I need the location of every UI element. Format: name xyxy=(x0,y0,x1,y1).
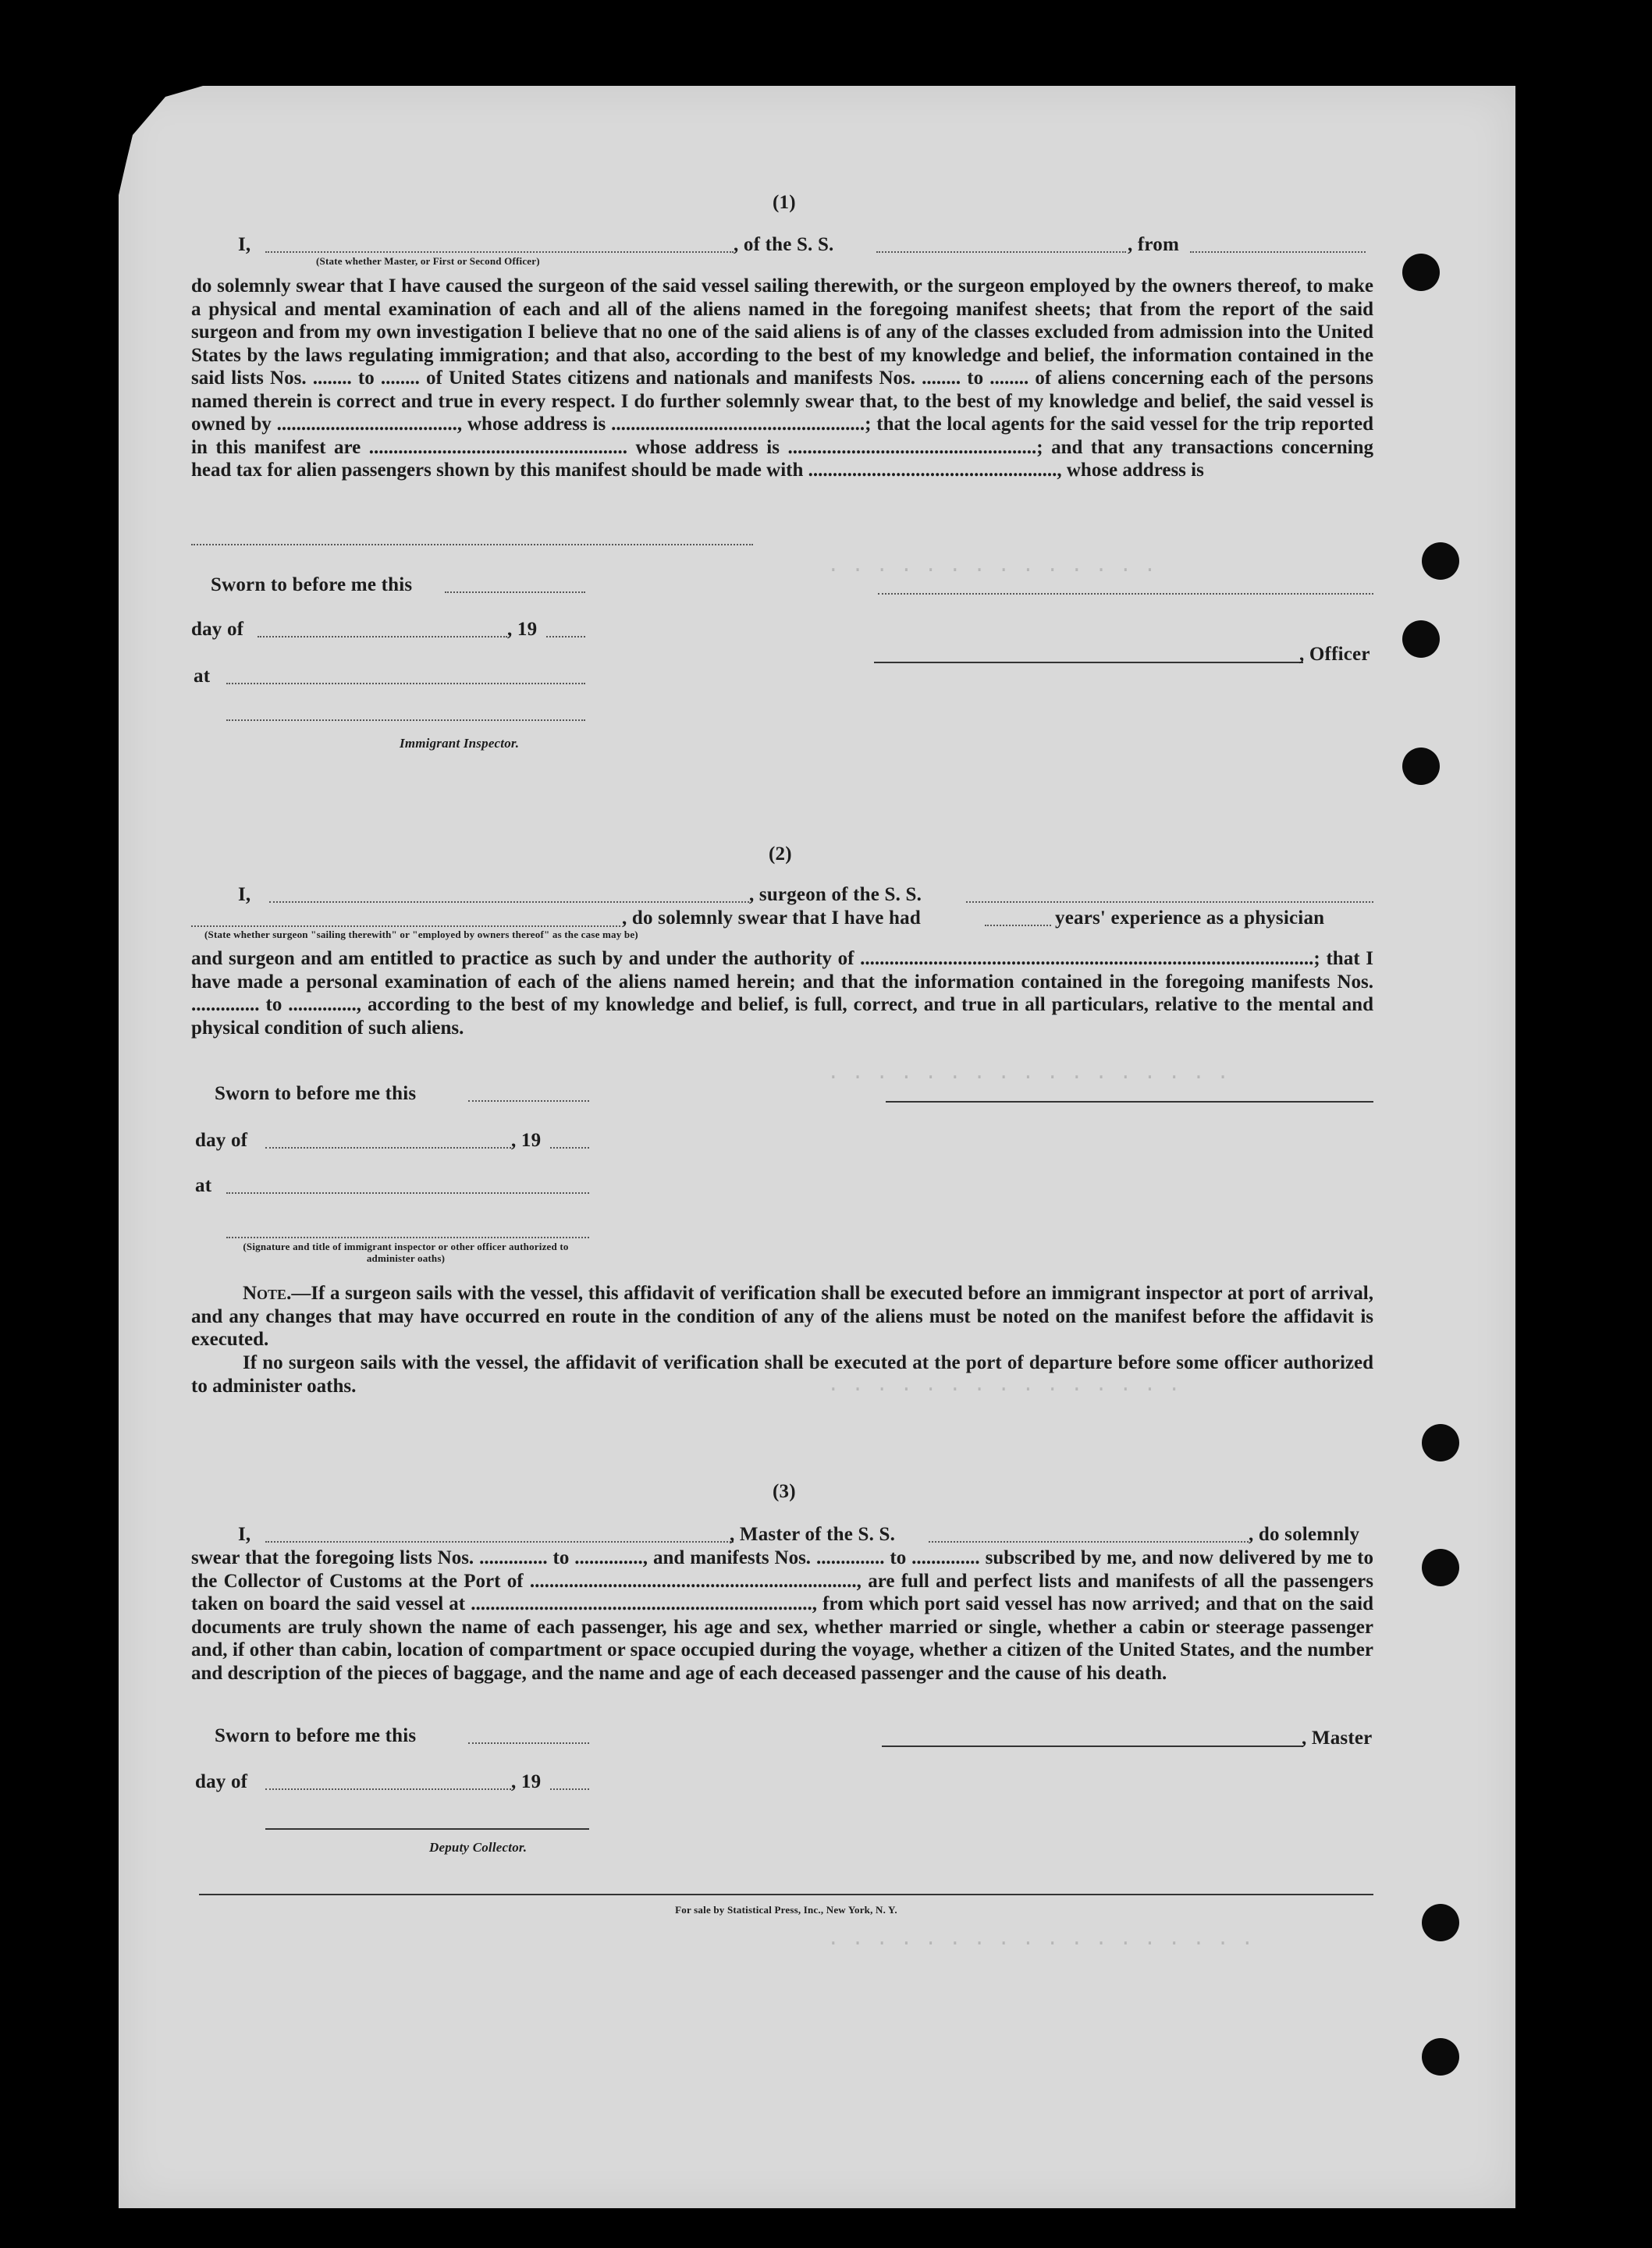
surgeon-status-field[interactable] xyxy=(191,925,620,927)
collector-label: Deputy Collector. xyxy=(429,1840,528,1855)
bleed-through-text: . . . . . . . . . . . . . . . . . xyxy=(827,1061,1229,1085)
years-label: years' experience as a physician xyxy=(1055,907,1325,929)
section-number: (1) xyxy=(773,192,796,213)
punch-hole xyxy=(1422,2038,1459,2076)
punch-hole xyxy=(1422,1549,1459,1586)
day-of-label: day of xyxy=(195,1130,248,1151)
year-field[interactable] xyxy=(550,1788,589,1790)
year-label: , 19 xyxy=(507,619,538,640)
sworn-label: Sworn to before me this xyxy=(215,1083,417,1104)
inspector-signature-line[interactable] xyxy=(226,719,585,721)
officer-signature-top[interactable] xyxy=(878,593,1373,595)
punch-hole xyxy=(1422,542,1459,580)
punch-hole xyxy=(1422,1424,1459,1461)
sworn-label: Sworn to before me this xyxy=(215,1725,417,1746)
surgeon-state-note: (State whether surgeon "sailing therewith" or "employed by owners thereof" as the case may be) xyxy=(204,929,638,940)
bleed-through-text: . . . . . . . . . . . . . . . . . . xyxy=(827,1927,1254,1951)
label-of-ss: , of the S. S. xyxy=(734,234,834,255)
label-i: I, xyxy=(238,234,251,255)
note-paragraph xyxy=(191,1282,1373,1351)
surgeon-name-field[interactable] xyxy=(269,901,749,903)
vessel-name-field[interactable] xyxy=(876,251,1126,253)
punch-hole xyxy=(1402,620,1440,658)
section2-paragraph: and surgeon and am entitled to practice as such by and under the authority of .............................................................................................; that I have made a personal examination of each of the aliens named herein; and that the information contained in the foregoing manifests Nos. .............. to .............., according to the best of my knowledge and belief, is full, correct, and true in all particulars, relative to the mental and physical condition of such aliens. xyxy=(191,948,1373,1039)
year-field[interactable] xyxy=(546,636,585,637)
day-field[interactable] xyxy=(265,1147,511,1149)
section1-paragraph: do solemnly swear that I have caused the surgeon of the said vessel sailing therewith, or the surgeon employed by the owners thereof, to make a physical and mental examination of each and all of the aliens named in the foregoing manifest sheets; that from the report of the said surgeon and from my own investigation I believe that no one of the said aliens is of any of the classes excluded from admission into the United States by the laws regulating immigration; and that also, according to the best of my knowledge and belief, the information contained in the said lists Nos. ........ to ........ of United States citizens and nationals and manifests Nos. ........ to ........ of aliens concerning each of the persons named therein is correct and true in every respect. I do further solemnly swear that, to the best of my knowledge and belief, the said vessel is owned by ....................................., whose address is ....................................................; that the local agents for the said vessel for the trip reported in this manifest are ..................................................... whose address is ...................................................; and that any transactions concerning head tax for alien passengers shown by this manifest should be made with ..................................................., whose address is xyxy=(191,275,1373,481)
years-field[interactable] xyxy=(985,925,1051,926)
inspector-signature-line[interactable] xyxy=(226,1237,589,1238)
section-number: (2) xyxy=(769,843,792,865)
from-port-field[interactable] xyxy=(1190,251,1366,253)
day-of-label: day of xyxy=(191,619,244,640)
note-label: Note. xyxy=(243,1283,292,1304)
day-field[interactable] xyxy=(258,636,507,637)
master-signature-line[interactable] xyxy=(882,1745,1303,1747)
inspector-label: Immigrant Inspector. xyxy=(400,736,520,751)
label-from: , from xyxy=(1128,234,1179,255)
bleed-through-text: . . . . . . . . . . . . . . xyxy=(827,554,1156,577)
punch-hole xyxy=(1402,748,1440,785)
sworn-label: Sworn to before me this xyxy=(211,574,413,595)
do-swear-label: , do solemnly swear that I have had xyxy=(622,907,921,929)
punch-hole xyxy=(1422,1904,1459,1941)
year-label: , 19 xyxy=(511,1130,542,1151)
at-label: at xyxy=(194,666,211,687)
master-name-field[interactable] xyxy=(265,1541,734,1543)
section-number: (3) xyxy=(773,1481,796,1502)
note2-paragraph: If no surgeon sails with the vessel, the affidavit of verification shall be executed at the port of departure before some officer authorized to administer oaths. xyxy=(191,1352,1373,1397)
do-solemnly-label: , do solemnly xyxy=(1249,1524,1360,1545)
sworn-date-field[interactable] xyxy=(468,1742,589,1744)
label-i: I, xyxy=(238,884,251,905)
day-of-label: day of xyxy=(195,1771,248,1792)
collector-signature-line[interactable] xyxy=(265,1828,589,1830)
at-label: at xyxy=(195,1175,212,1196)
bleed-through-text: . . . . . . . . . . . . . . . xyxy=(827,1373,1181,1397)
sworn-date-field[interactable] xyxy=(468,1100,589,1102)
year-field[interactable] xyxy=(550,1147,589,1149)
officer-signature-line[interactable] xyxy=(874,662,1303,663)
address-continuation-field[interactable] xyxy=(191,544,753,545)
master-vessel-field[interactable] xyxy=(929,1541,1249,1543)
footer-rule xyxy=(199,1894,1373,1895)
note-text: —If a surgeon sails with the vessel, this affidavit of verification shall be executed before an immigrant inspector at port of arrival, and any changes that may have occurred en route in the condition of any of the aliens must be noted on the manifest before the affidavit is executed. xyxy=(191,1283,1373,1350)
master-label: , Master xyxy=(1302,1728,1373,1749)
day-field[interactable] xyxy=(265,1788,511,1790)
surgeon-vessel-field[interactable] xyxy=(966,901,1373,903)
label-i: I, xyxy=(238,1524,251,1545)
surgeon-signature-line[interactable] xyxy=(886,1101,1373,1103)
officer-label: , Officer xyxy=(1299,644,1370,665)
state-note: (State whether Master, or First or Second Officer) xyxy=(316,255,540,267)
at-field[interactable] xyxy=(226,1192,589,1194)
section3-paragraph: swear that the foregoing lists Nos. .............. to .............., and manifests Nos. .............. to .............. subscribed by me, and now delivered by me to the Collector of Customs at the Port of ..................................................................., are full and perfect lists and manifests of all the passengers taken on board the said vessel at ......................................................................, from which port said vessel has now arrived; and that on the said documents are truly shown the name of each passenger, his age and sex, whether married or single, whether a cabin or steerage passenger and, if other than cabin, location of compartment or space occupied during the voyage, whether a citizen of the United States, and the number and description of the pieces of baggage, and the name and age of each deceased passenger and the cause of his death. xyxy=(191,1547,1373,1684)
punch-hole xyxy=(1402,254,1440,291)
footer-text: For sale by Statistical Press, Inc., New York, N. Y. xyxy=(675,1904,897,1916)
master-of-label: , Master of the S. S. xyxy=(730,1524,896,1545)
sworn-date-field[interactable] xyxy=(445,591,585,593)
signature-note: (Signature and title of immigrant inspector or other officer authorized to administer oaths) xyxy=(243,1241,569,1264)
year-label: , 19 xyxy=(511,1771,542,1792)
at-field[interactable] xyxy=(226,683,585,684)
surgeon-of-label: , surgeon of the S. S. xyxy=(749,884,922,905)
officer-name-field[interactable] xyxy=(265,251,734,253)
